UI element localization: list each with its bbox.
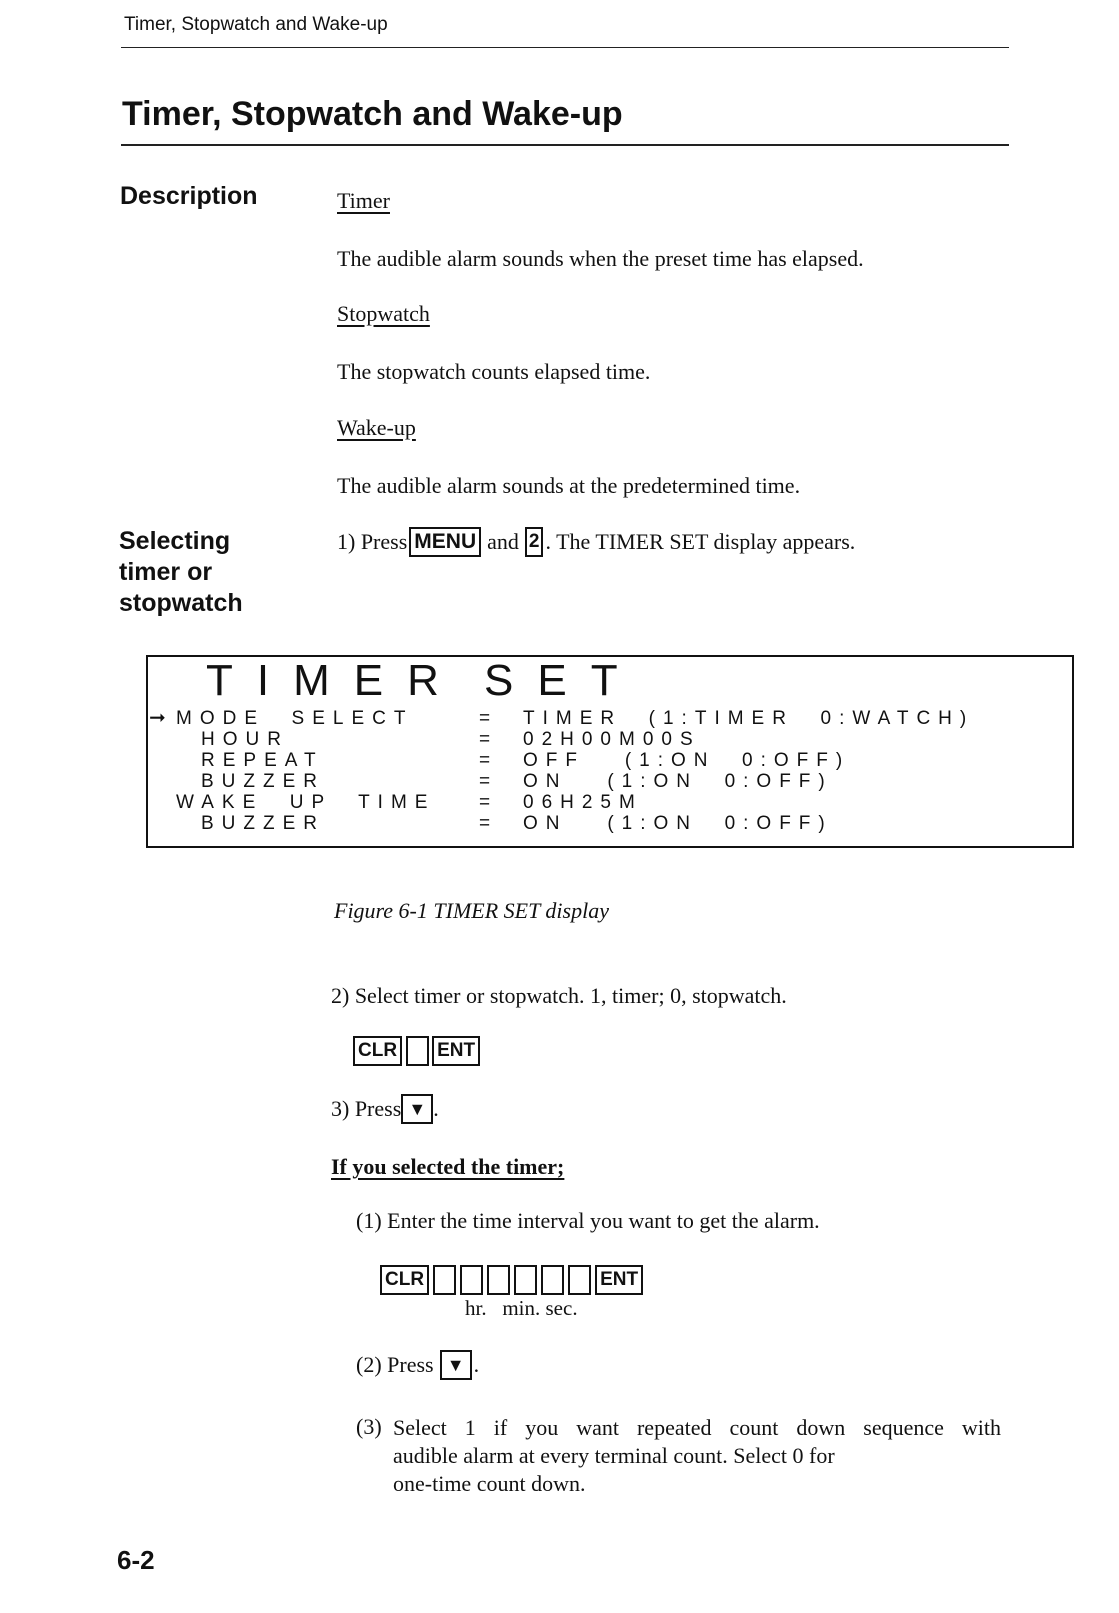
substep-3-text bbox=[393, 1414, 1001, 1498]
key-sequence-time bbox=[380, 1265, 643, 1295]
digit-entry-box bbox=[487, 1265, 510, 1295]
step-2: 2) Select timer or stopwatch. 1, timer; 0, stopwatch. bbox=[331, 983, 787, 1008]
lcd-row-value: ON (1:ON 0:OFF) bbox=[523, 771, 833, 792]
digit-entry-box bbox=[514, 1265, 537, 1295]
cursor-arrow-icon: ➞ bbox=[149, 707, 166, 729]
menu-key: MENU bbox=[409, 527, 481, 557]
time-units-label: hr. min. sec. bbox=[465, 1296, 578, 1320]
step-1 bbox=[337, 527, 855, 557]
lcd-title-set: SET bbox=[484, 656, 642, 705]
wakeup-description: The audible alarm sounds at the predetermined time. bbox=[337, 473, 801, 498]
lcd-row-value: TIMER (1:TIMER 0:WATCH) bbox=[523, 708, 975, 729]
clr-key: CLR bbox=[380, 1265, 429, 1295]
running-header: Timer, Stopwatch and Wake-up bbox=[124, 14, 388, 35]
section-label-selecting bbox=[119, 526, 243, 619]
subhead-stopwatch: Stopwatch bbox=[337, 301, 430, 326]
title-rule bbox=[121, 144, 1009, 146]
substep-1: (1) Enter the time interval you want to get the alarm. bbox=[356, 1208, 820, 1233]
stopwatch-description: The stopwatch counts elapsed time. bbox=[337, 359, 651, 384]
down-arrow-key-icon: ▼ bbox=[401, 1094, 433, 1124]
key-2: 2 bbox=[525, 527, 544, 557]
subhead-if-timer: If you selected the timer; bbox=[331, 1154, 565, 1179]
lcd-row-value: 02H00M00S bbox=[523, 729, 701, 750]
step3-suffix: . bbox=[433, 1096, 439, 1121]
lcd-row-label: WAKE UP TIME bbox=[176, 792, 436, 813]
selecting-label-line: timer or bbox=[119, 558, 213, 586]
step1-and: and bbox=[487, 529, 519, 554]
lcd-row-value: ON (1:ON 0:OFF) bbox=[523, 813, 833, 834]
header-rule bbox=[121, 47, 1009, 48]
step1-prefix: 1) Press bbox=[337, 529, 408, 554]
lcd-row-label: BUZZER bbox=[201, 813, 325, 834]
ent-key: ENT bbox=[595, 1265, 643, 1295]
clr-key: CLR bbox=[353, 1036, 402, 1066]
digit-entry-box bbox=[406, 1036, 429, 1066]
selecting-label-line: stopwatch bbox=[119, 589, 243, 617]
ent-key: ENT bbox=[432, 1036, 480, 1066]
page-number: 6-2 bbox=[117, 1545, 155, 1575]
lcd-row-eq: = bbox=[479, 771, 499, 792]
lcd-row-label: BUZZER bbox=[201, 771, 325, 792]
lcd-row-eq: = bbox=[479, 813, 499, 834]
digit-entry-box bbox=[460, 1265, 483, 1295]
lcd-row-eq: = bbox=[479, 729, 499, 750]
lcd-row-eq: = bbox=[479, 792, 499, 813]
subhead-timer: Timer bbox=[337, 188, 390, 213]
page-title: Timer, Stopwatch and Wake-up bbox=[122, 95, 623, 133]
lcd-row-eq: = bbox=[479, 750, 499, 771]
down-arrow-key-icon: ▼ bbox=[440, 1350, 472, 1380]
digit-entry-box bbox=[541, 1265, 564, 1295]
digit-entry-box bbox=[568, 1265, 591, 1295]
subhead-wakeup: Wake-up bbox=[337, 415, 416, 440]
substep-3-line: audible alarm at every terminal count. Select 0 for bbox=[393, 1443, 835, 1468]
lcd-row-label: MODE SELECT bbox=[176, 708, 414, 729]
section-label-description: Description bbox=[120, 182, 258, 210]
lcd-row-eq: = bbox=[479, 708, 499, 729]
substep-3-line: Select 1 if you want repeated count down sequence with bbox=[393, 1415, 1001, 1440]
substep-3-line: one-time count down. bbox=[393, 1471, 586, 1496]
lcd-row-value: OFF (1:ON 0:OFF) bbox=[523, 750, 851, 771]
figure-caption: Figure 6-1 TIMER SET display bbox=[334, 898, 609, 923]
sub2-suffix: . bbox=[473, 1352, 480, 1377]
step1-suffix: . The TIMER SET display appears. bbox=[545, 529, 856, 554]
lcd-row-label: REPEAT bbox=[201, 750, 324, 771]
step-3 bbox=[331, 1094, 439, 1124]
lcd-title-timer: TIMER bbox=[206, 656, 463, 705]
key-sequence-select bbox=[353, 1036, 480, 1066]
substep-3-number: (3) bbox=[356, 1414, 382, 1439]
digit-entry-box bbox=[433, 1265, 456, 1295]
step3-prefix: 3) Press bbox=[331, 1096, 402, 1121]
substep-2 bbox=[356, 1350, 479, 1380]
timer-description: The audible alarm sounds when the preset time has elapsed. bbox=[337, 246, 864, 271]
selecting-label-line: Selecting bbox=[119, 527, 231, 555]
lcd-row-value: 06H25M bbox=[523, 792, 643, 813]
lcd-row-label: HOUR bbox=[201, 729, 289, 750]
sub2-prefix: (2) Press bbox=[356, 1352, 434, 1377]
